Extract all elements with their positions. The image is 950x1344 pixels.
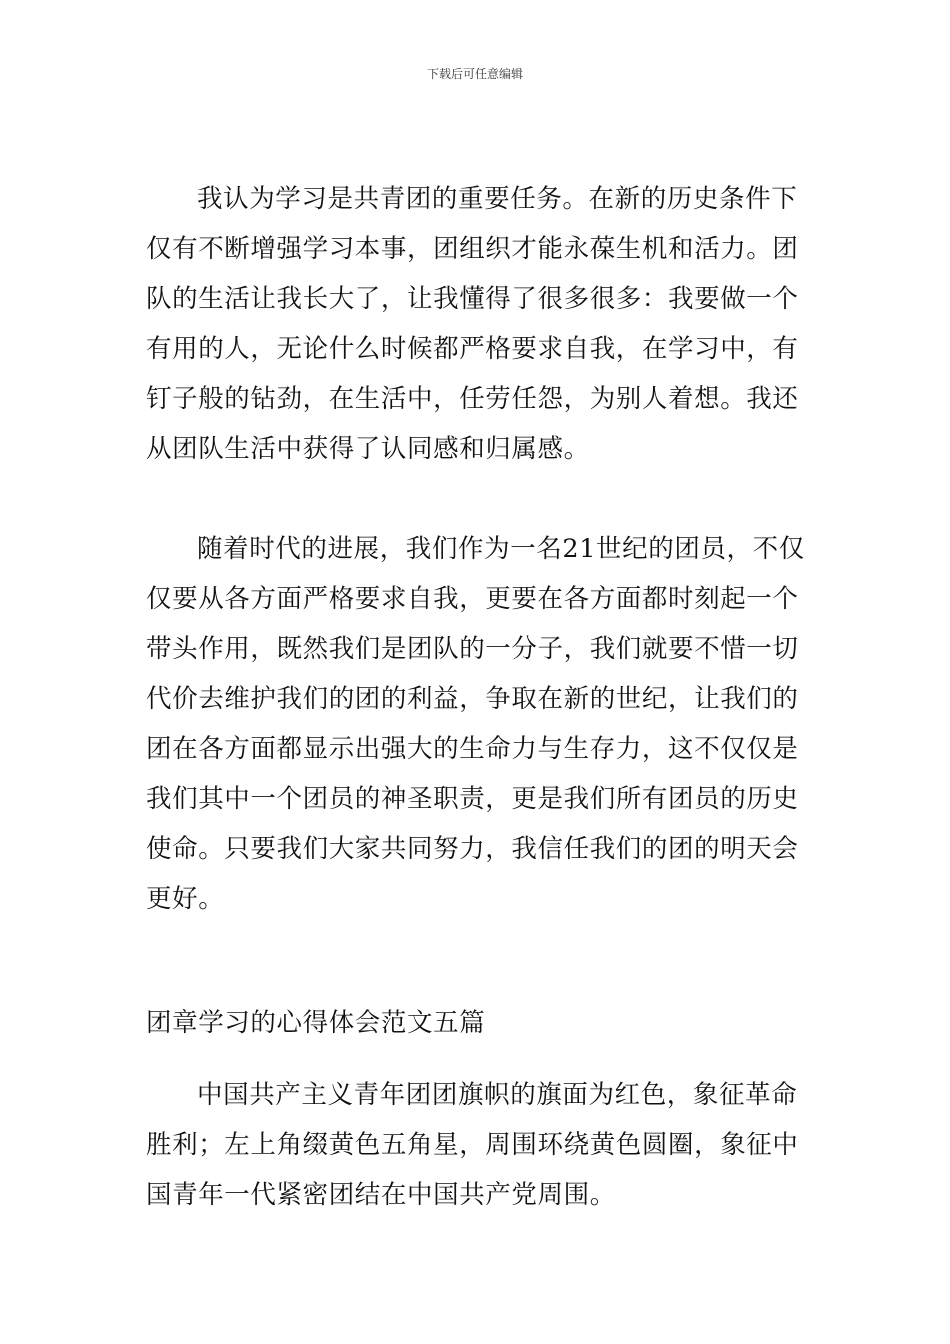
header-note: 下载后可任意编辑	[426, 67, 523, 81]
section-heading: 团章学习的心得体会范文五篇	[146, 1007, 486, 1038]
paragraph-3: 中国共产主义青年团团旗帜的旗面为红色，象征革命胜利；左上角缀黄色五角星，周围环绕黄色圆圈，象征中国青年一代紧密团结在中国共产党周围。	[146, 1080, 799, 1210]
paragraph-1: 我认为学习是共青团的重要任务。在新的历史条件下仅有不断增强学习本事，团组织才能永葆生机和活力。团队的生活让我长大了，让我懂得了很多很多：我要做一个有用的人，无论什么时候都严格要求自我，在学习中，有钉子般的钻劲，在生活中，任劳任怨，为别人着想。我还从团队生活中获得了认同感和归属感。	[146, 184, 799, 464]
paragraph-2: 随着时代的进展，我们作为一名21世纪的团员，不仅仅要从各方面严格要求自我，更要在各方面都时刻起一个带头作用，既然我们是团队的一分子，我们就要不惜一切代价去维护我们的团的利益，争取在新的世纪，让我们的团在各方面都显示出强大的生命力与生存力，这不仅仅是我们其中一个团员的神圣职责，更是我们所有团员的历史使命。只要我们大家共同努力，我信任我们的团的明天会更好。	[146, 534, 805, 914]
